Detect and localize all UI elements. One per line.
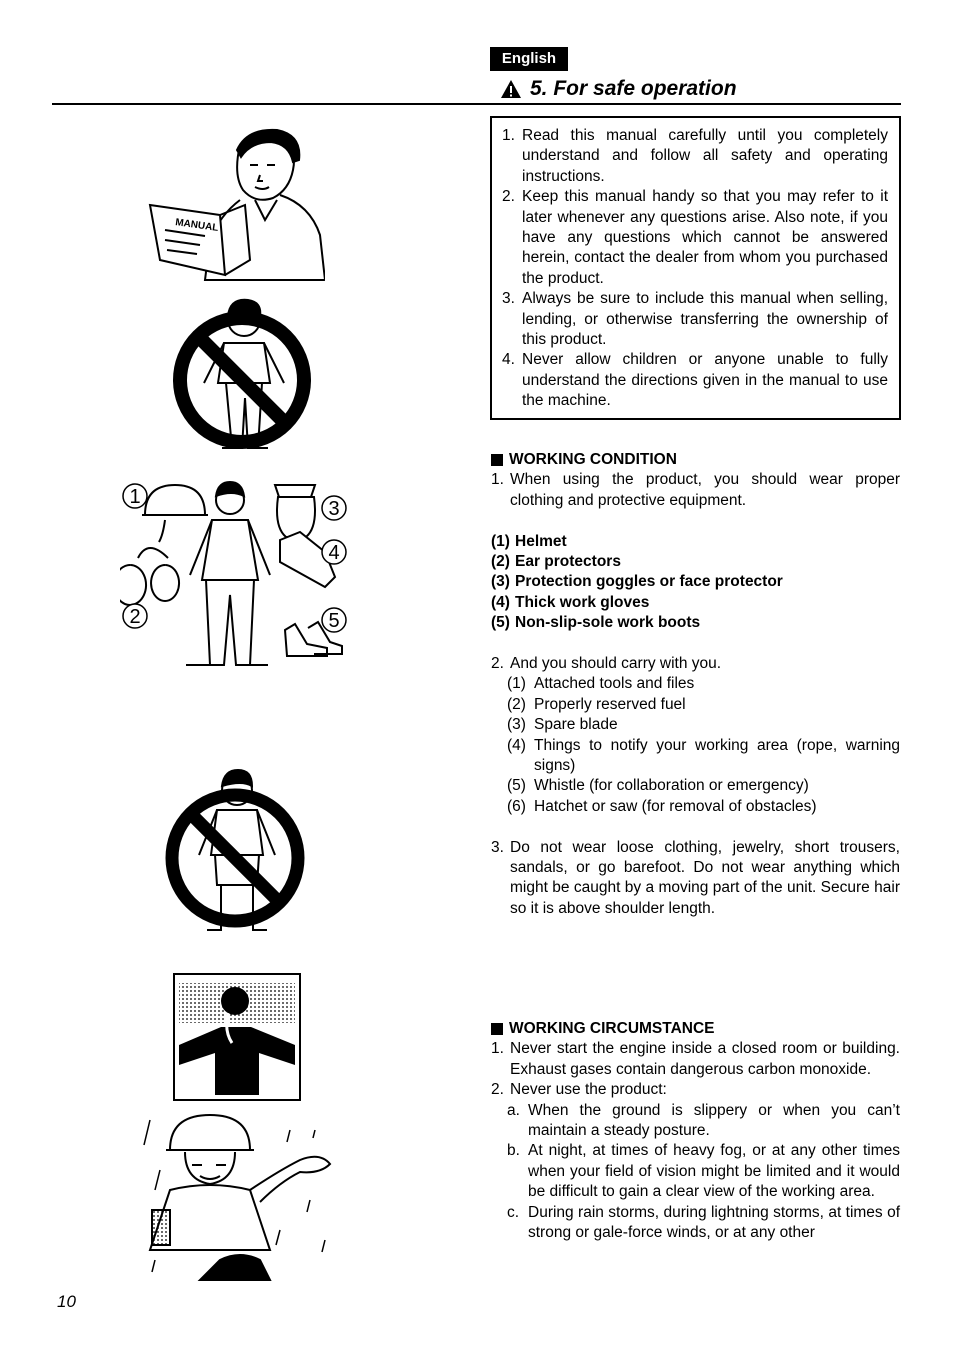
list-item: 2. Never use the product: [491, 1081, 667, 1099]
intro-item: 3. Always be sure to include this manual when selling, lending, or otherwise transferring the ownership of this product. [502, 290, 888, 349]
equipment-number-4: 4 [328, 542, 340, 564]
list-item: 1. Never start the engine inside a closed room or building. Exhaust gases contain dangerous carbon monoxide. [491, 1040, 900, 1078]
carry-item: (2) Properly reserved fuel [507, 695, 686, 713]
equipment-item: (2) Ear protectors [491, 553, 621, 571]
carry-item: (6) Hatchet or saw (for removal of obstacles) [507, 797, 817, 815]
carry-item: (1) Attached tools and files [507, 675, 695, 693]
equipment-item: (5) Non-slip-sole work boots [491, 614, 701, 632]
warning-icon [500, 79, 522, 99]
condition-item: b. At night, at times of heavy fog, or at any other times when your field of vision might be limited and it would be difficult to gain a clear view of the working area. [507, 1142, 900, 1201]
intro-item: 1. Read this manual carefully until you completely understand and follow all safety and operating instructions. [502, 127, 888, 185]
square-bullet-icon [491, 1023, 503, 1035]
section-title-text: 5. For safe operation [530, 77, 737, 100]
carry-item: (3) Spare blade [507, 716, 618, 734]
manual-label: MANUAL [174, 217, 220, 235]
intro-item: 4. Never allow children or anyone unable to fully understand the directions given in the manual to use the machine. [502, 351, 888, 410]
intro-item: 2. Keep this manual handy so that you may refer to it later whenever any questions arise. Also note, if you have any questions which cannot be answered herein, contact the dealer from whom you purchased the product. [502, 188, 888, 287]
page-number: 10 [57, 1292, 76, 1311]
equipment-number-2: 2 [129, 606, 141, 628]
condition-item: c. During rain storms, during lightning storms, at times of strong or gale-force winds, or at any other [507, 1203, 900, 1242]
working-condition-heading: WORKING CONDITION [491, 450, 900, 470]
header-rule [52, 103, 901, 105]
condition-item: a. When the ground is slippery or when you can’t maintain a steady posture. [507, 1101, 900, 1140]
carbon-monoxide-warning-icon [173, 973, 301, 1101]
no-children-prohibition-illustration [172, 298, 312, 460]
no-loose-clothing-prohibition-illustration [165, 768, 307, 938]
equipment-item: (1) Helmet [491, 532, 567, 550]
list-item: 1. When using the product, you should wear proper clothing and protective equipment. [491, 471, 900, 509]
working-circumstance-section [491, 1019, 900, 1243]
protective-equipment-illustration [120, 480, 350, 680]
list-item: 2. And you should carry with you. [491, 655, 722, 673]
equipment-number-3: 3 [328, 498, 340, 520]
equipment-item: (4) Thick work gloves [491, 593, 650, 611]
working-condition-section [491, 450, 900, 919]
intro-box [490, 116, 901, 420]
equipment-number-5: 5 [328, 610, 340, 632]
square-bullet-icon [491, 454, 503, 466]
rain-weather-illustration [140, 1110, 340, 1282]
carry-item: (5) Whistle (for collaboration or emergency) [507, 777, 809, 795]
section-title [500, 75, 737, 103]
list-item: 3. Do not wear loose clothing, jewelry, short trousers, sandals, or go barefoot. Do not wear anything which might be caught by a moving part of the unit. Secure hair so it is above shoulder length. [491, 838, 900, 917]
working-circumstance-heading: WORKING CIRCUMSTANCE [491, 1019, 900, 1039]
equipment-item: (3) Protection goggles or face protector [491, 573, 783, 591]
reading-manual-illustration [145, 125, 325, 285]
carry-item: (4) Things to notify your working area (rope, warning signs) [507, 736, 900, 775]
language-badge: English [490, 47, 568, 71]
equipment-number-1: 1 [129, 486, 141, 508]
